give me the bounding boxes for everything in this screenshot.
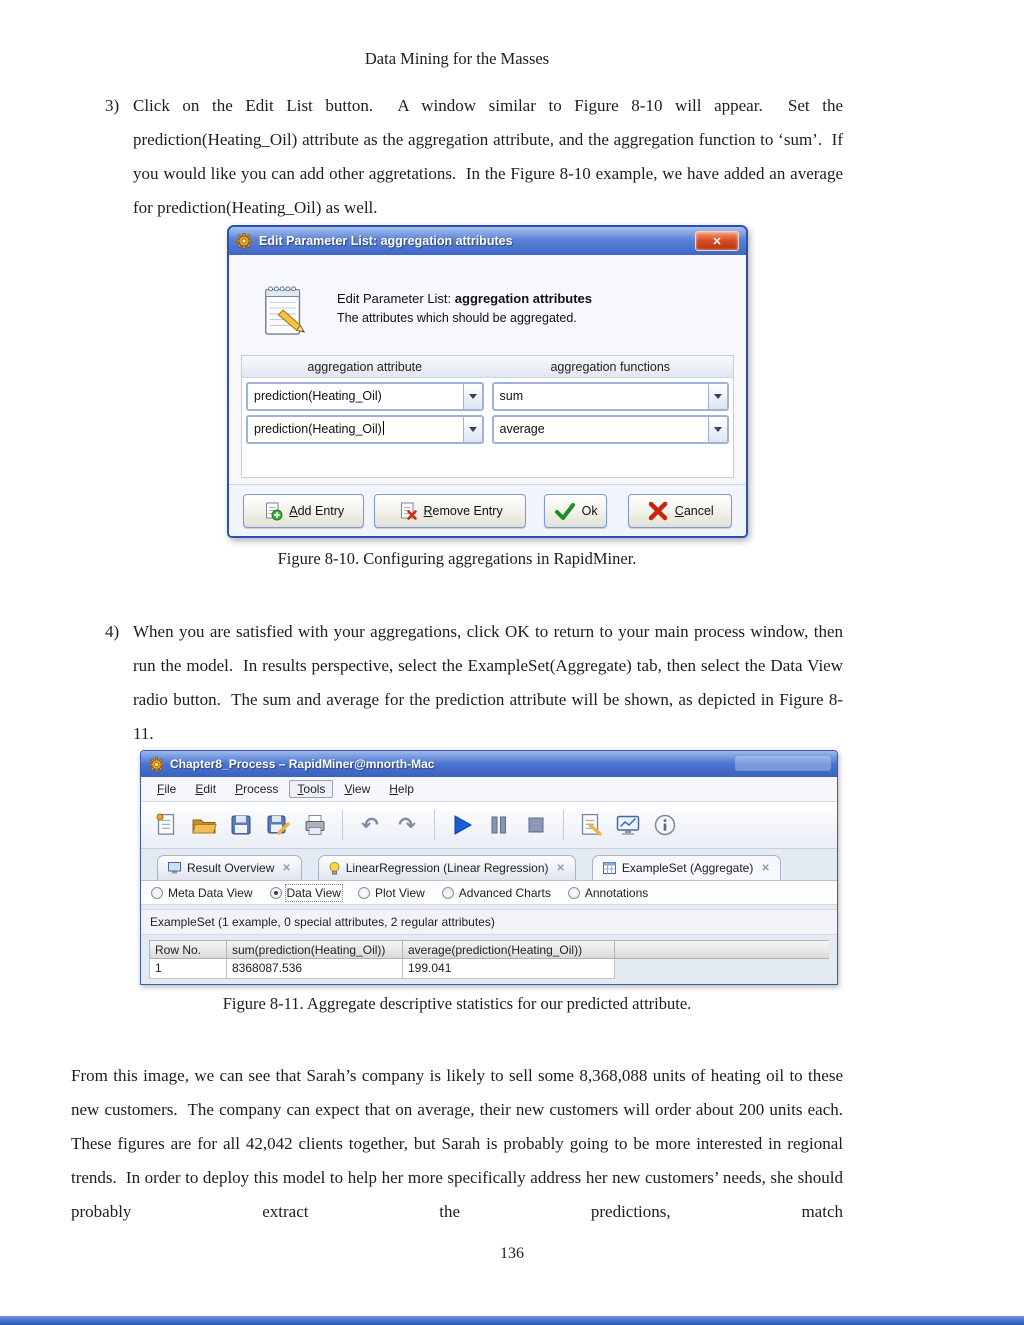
radio-advanced-charts[interactable]: Advanced Charts — [442, 886, 551, 900]
stop-icon[interactable] — [522, 811, 550, 839]
dialog-heading-bold: aggregation attributes — [454, 291, 593, 306]
step-4 — [105, 615, 848, 751]
grid-icon — [603, 862, 616, 874]
table-cell-sum: 8368087.536 — [227, 959, 403, 979]
cancel-label: Cancel — [674, 503, 714, 518]
table-header-average: average(prediction(Heating_Oil)) — [403, 940, 615, 959]
toolbar — [141, 802, 837, 849]
step-number: 3) — [105, 96, 120, 115]
menu-item-help[interactable]: Help — [389, 782, 414, 796]
menu-bar — [141, 777, 837, 802]
menu-item-process[interactable]: Process — [235, 782, 279, 796]
overlapping-window-artifact — [735, 756, 831, 771]
menu-item-view[interactable]: View — [344, 782, 371, 796]
column-header-aggregation-functions: aggregation functions — [550, 360, 671, 374]
toolbar-separator — [563, 810, 564, 840]
run-icon[interactable] — [448, 811, 476, 839]
view-selector-bar — [141, 881, 837, 905]
open-folder-icon[interactable] — [190, 811, 218, 839]
tab-linear-regression[interactable] — [318, 855, 576, 880]
attribute-combobox-row2[interactable] — [246, 415, 484, 444]
figure-8-11-caption: Figure 8-11. Aggregate descriptive statistics for our predicted attribute. — [222, 994, 692, 1013]
tab-close-icon[interactable]: ✕ — [556, 862, 565, 874]
undo-icon[interactable]: ↶ — [361, 812, 379, 837]
rapidminer-gear-icon — [149, 757, 164, 772]
edit-parameter-list-dialog — [227, 225, 748, 538]
redo-icon[interactable]: ↷ — [398, 812, 416, 837]
tab-result-overview[interactable] — [157, 855, 302, 880]
radio-circle — [442, 887, 454, 899]
close-icon[interactable]: ✕ — [695, 231, 739, 251]
toolbar-separator — [434, 810, 435, 840]
design-perspective-icon[interactable] — [577, 811, 605, 839]
rapidminer-gear-icon — [236, 233, 252, 249]
radio-meta-data-view[interactable]: Meta Data View — [151, 886, 253, 900]
bottom-window-edge — [0, 1316, 1024, 1325]
dialog-title: Edit Parameter List: aggregation attributes — [259, 234, 513, 248]
tab-label: ExampleSet (Aggregate) — [621, 861, 754, 875]
dialog-subheading: The attributes which should be aggregated. — [337, 311, 577, 325]
rapidminer-window — [140, 750, 838, 985]
toolbar-separator — [342, 810, 343, 840]
step-3 — [105, 89, 848, 225]
save-as-icon[interactable] — [264, 811, 292, 839]
dropdown-arrow-icon[interactable] — [463, 417, 482, 442]
dropdown-arrow-icon[interactable] — [708, 417, 727, 442]
dialog-footer — [229, 484, 746, 536]
step-number: 4) — [105, 622, 120, 641]
menu-item-tools[interactable]: Tools — [289, 780, 333, 798]
attribute-combobox-row1[interactable] — [246, 382, 484, 411]
ok-button[interactable] — [544, 494, 608, 528]
dialog-heading-prefix: Edit Parameter List: — [337, 291, 455, 306]
remove-entry-icon — [398, 501, 418, 521]
column-header-aggregation-attribute: aggregation attribute — [307, 360, 423, 374]
step-text: Click on the Edit List button. A window similar to Figure 8-10 will appear. Set the prediction(Heating_Oil) attribute as the aggregation attribute, and the aggregation function to ‘sum’. If you would like you can add other aggretations. In the Figure 8-10 example, we have added an average for prediction(Heating_Oil) as well. — [133, 96, 848, 217]
window-titlebar — [141, 751, 837, 777]
dropdown-arrow-icon[interactable] — [708, 384, 727, 409]
radio-circle — [358, 887, 370, 899]
radio-circle — [151, 887, 163, 899]
check-icon — [554, 500, 576, 522]
menu-item-edit[interactable]: Edit — [195, 782, 217, 796]
exampleset-summary: ExampleSet (1 example, 0 special attributes, 2 regular attributes) — [141, 909, 837, 935]
cancel-button[interactable] — [628, 494, 732, 528]
radio-circle — [568, 887, 580, 899]
print-icon[interactable] — [301, 811, 329, 839]
remove-entry-label: Remove Entry — [423, 503, 503, 518]
running-header: Data Mining for the Masses — [364, 49, 550, 68]
notepad-pencil-icon — [259, 281, 311, 339]
ok-label: Ok — [581, 503, 598, 518]
table-row — [149, 959, 837, 979]
save-icon[interactable] — [227, 811, 255, 839]
bulb-icon — [329, 862, 340, 875]
combobox-value: average — [499, 422, 545, 436]
function-combobox-row1[interactable] — [492, 382, 730, 411]
radio-annotations[interactable]: Annotations — [568, 886, 648, 900]
add-entry-icon — [263, 501, 283, 521]
text-cursor — [383, 421, 384, 435]
step-text: When you are satisfied with your aggregations, click OK to return to your main process window, then run the model. In results perspective, select the ExampleSet(Aggregate) tab, then select the Data View radio button. The sum and average for the prediction attribute will be shown, as depicted in Figure 8-11. — [133, 622, 848, 743]
function-combobox-row2[interactable] — [492, 415, 730, 444]
add-entry-button[interactable] — [243, 494, 364, 528]
combobox-value: prediction(Heating_Oil) — [254, 389, 382, 403]
dialog-body — [229, 255, 746, 536]
dialog-heading — [337, 291, 592, 306]
dialog-titlebar — [229, 227, 746, 255]
results-table — [149, 940, 837, 979]
new-file-icon[interactable] — [153, 811, 181, 839]
table-header-filler — [615, 940, 829, 959]
table-cell-average: 199.041 — [403, 959, 615, 979]
radio-plot-view[interactable]: Plot View — [358, 886, 425, 900]
results-perspective-icon[interactable] — [614, 811, 642, 839]
result-tabs — [141, 853, 837, 881]
tab-label: Result Overview — [187, 861, 275, 875]
pause-icon[interactable] — [485, 811, 513, 839]
tab-exampleset-aggregate[interactable] — [592, 855, 781, 880]
cancel-x-icon — [647, 500, 669, 522]
screen-icon — [168, 862, 181, 874]
closing-paragraph: From this image, we can see that Sarah’s company is likely to sell some 8,368,088 units of heating oil to these new customers. The company can expect that on average, their new customers will order about 200 units each. These figures are for all 42,042 clients together, but Sarah is probably going to be more interested in regional trends. In order to deploy this model to help her more specifically address her new customers’ needs, she should probably extract the predictions, match — [71, 1066, 852, 1221]
page-number: 136 — [500, 1245, 524, 1262]
tab-close-icon[interactable]: ✕ — [761, 862, 770, 874]
info-icon[interactable] — [651, 811, 679, 839]
menu-item-file[interactable]: File — [157, 782, 177, 796]
dropdown-arrow-icon[interactable] — [463, 384, 482, 409]
figure-8-10-caption: Figure 8-10. Configuring aggregations in RapidMiner. — [277, 549, 637, 568]
combobox-value: prediction(Heating_Oil) — [254, 422, 382, 436]
add-entry-label: Add Entry — [289, 503, 345, 518]
aggregation-list-panel — [241, 355, 734, 478]
table-cell-row-no: 1 — [149, 959, 227, 979]
radio-data-view[interactable]: Data View — [270, 886, 341, 900]
window-title: Chapter8_Process – RapidMiner@mnorth-Mac — [170, 757, 435, 771]
remove-entry-button[interactable] — [374, 494, 525, 528]
radio-circle — [270, 887, 282, 899]
tab-label: LinearRegression (Linear Regression) — [345, 861, 549, 875]
tab-close-icon[interactable]: ✕ — [282, 862, 291, 874]
table-header-sum: sum(prediction(Heating_Oil)) — [227, 940, 403, 959]
table-header-row-no: Row No. — [149, 940, 227, 959]
combobox-value: sum — [499, 389, 524, 403]
